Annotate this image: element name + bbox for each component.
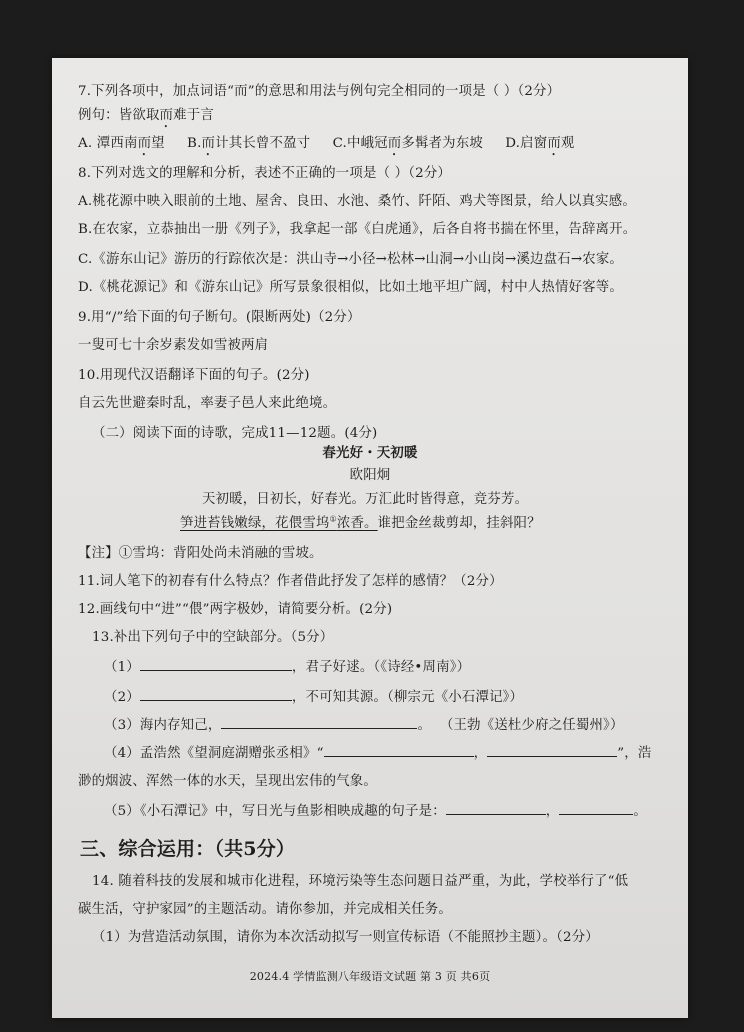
answer-blank[interactable]: [487, 744, 617, 757]
q8-option-c: C.《游东山记》游历的行踪依次是：洪山寺→小径→松林→山洞→小山岗→溪边盘石→农家。: [78, 252, 624, 267]
q13-item-2: （2） ，不可知其源。（柳宗元《小石潭记》）: [104, 690, 524, 705]
answer-blank[interactable]: [221, 716, 417, 729]
poem-intro: （二）阅读下面的诗歌，完成11—12题。(4分): [92, 426, 378, 441]
q8-stem: 8.下列对选文的理解和分析，表述不正确的一项是（ ）（2分）: [78, 166, 452, 181]
page-footer: 2024.4 学情监测八年级语文试题 第 3 页 共6页: [249, 970, 491, 983]
poem-note: 【注】①雪坞：背阳处尚未消融的雪坡。: [78, 546, 323, 561]
q10-text: 自云先世避秦时乱，率妻子邑人来此绝境。: [78, 396, 337, 411]
q13-item-4-cont: 渺的烟波、浑然一体的水天，呈现出宏伟的气象。: [78, 774, 377, 789]
q7-stem: 7.下列各项中，加点词语“而”的意思和用法与例句完全相同的一项是（ ）（2分）: [78, 84, 561, 99]
answer-blank[interactable]: [140, 688, 292, 701]
q14-sub-1: （1）为营造活动氛围，请你为本次活动拟写一则宣传标语（不能照抄主题）。（2分）: [92, 930, 599, 945]
q7-option-c: C.中峨冠而多髯者为东坡: [332, 136, 483, 151]
q13-item-1: （1） ，君子好逑。（《诗经•周南》）: [104, 660, 471, 675]
exam-page: [52, 58, 688, 1018]
q13-item-4: （4）孟浩然《望洞庭湖赠张丞相》“ ， ”，浩: [104, 746, 652, 761]
q9-text: 一叟可七十余岁素发如雪被两肩: [78, 338, 269, 353]
answer-blank[interactable]: [446, 802, 546, 815]
q13-item-3: （3）海内存知己， 。 （王勃《送杜少府之任蜀州》）: [104, 718, 624, 733]
q10-stem: 10.用现代汉语翻译下面的句子。(2分): [78, 368, 310, 383]
q7-option-d: D.启窗而观: [505, 136, 575, 151]
q14-line-1: 14. 随着科技的发展和城市化进程，环境污染等生态问题日益严重，为此，学校举行了“低: [92, 874, 629, 889]
q7-options: [78, 132, 575, 159]
section-3-title: 三、综合运用：（共5分）: [80, 838, 296, 860]
poem-title: 春光好・天初暖: [322, 445, 418, 461]
answer-blank[interactable]: [324, 744, 474, 757]
poem-line-1: 天初暖，日初长，好春光。万汇此时皆得意，竞芬芳。: [202, 492, 529, 507]
q13-item-5: （5）《小石潭记》中，写日光与鱼影相映成趣的句子是： ， 。: [104, 804, 647, 819]
poem-line-2: 笋进苔钱嫩绿，花偎雪坞①浓香。谁把金丝裁剪却，挂斜阳？: [180, 514, 541, 531]
poem-author: 欧阳炯: [349, 468, 391, 483]
poem-underlined-line: 笋进苔钱嫩绿，花偎雪坞①浓香。: [180, 514, 378, 531]
q7-option-b: B.而计其长曾不盈寸: [187, 136, 311, 151]
q7-option-a: A. 潭西南而望: [78, 136, 165, 151]
q8-option-a: A.桃花源中映入眼前的土地、屋舍、良田、水池、桑竹、阡陌、鸡犬等图景，给人以真实感。: [78, 194, 636, 209]
q11-stem: 11.词人笔下的初春有什么特点？作者借此抒发了怎样的感情？（2分）: [78, 574, 503, 589]
q9-stem: 9.用“/”给下面的句子断句。(限断两处)（2分）: [78, 310, 361, 325]
q13-stem: 13.补出下列句子中的空缺部分。（5分）: [92, 630, 334, 645]
answer-blank[interactable]: [559, 802, 633, 815]
q8-option-b: B.在农家，立恭抽出一册《列子》，我拿起一部《白虎通》，后各自将书揣在怀里，告辞离开。: [78, 222, 637, 237]
q14-line-2: 碳生活，守护家园”的主题活动。请你参加，并完成相关任务。: [78, 902, 452, 917]
q12-stem: 12.画线句中“进”“偎”两字极妙，请简要分析。(2分): [78, 602, 393, 617]
answer-blank[interactable]: [140, 658, 292, 671]
q7-example: 例句：皆欲取而难于言: [78, 108, 214, 123]
q8-option-d: D.《桃花源记》和《游东山记》所写景象很相似，比如土地平坦广阔，村中人热情好客等。: [78, 280, 623, 295]
